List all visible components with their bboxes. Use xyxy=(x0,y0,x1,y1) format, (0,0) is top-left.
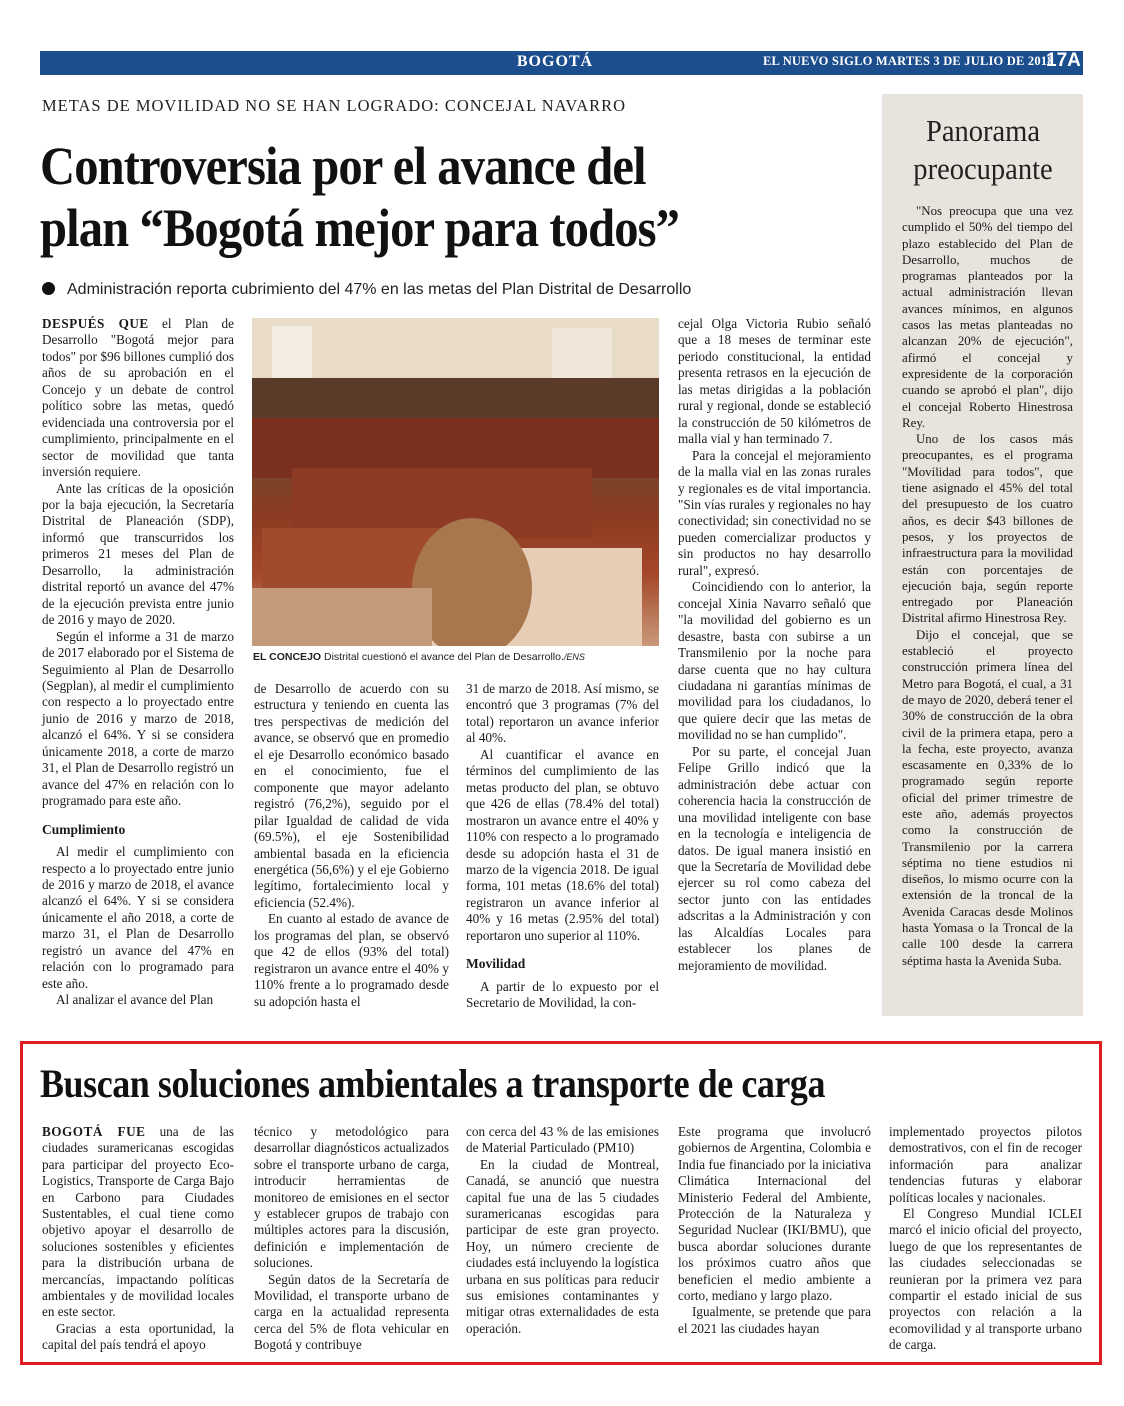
bullet-icon xyxy=(42,282,55,295)
paragraph: Ante las críticas de la oposición por la baja ejecución, la Secretaría Distrital de Planeación (SDP), informó que transcurridos los primeros 21 meses del Plan de Desarrollo, la administración distrital reportó un avance del 47% de la ejecución prevista entre junio de 2016 y mayo de 2020. xyxy=(42,480,234,628)
paragraph: Al cuantificar el avance en términos del cumplimiento de las metas producto del plan, se obtuvo que 426 de ellas (78.4% del total) mostraron un avance entre el 40% y 110% con respecto a lo programado desde su adopción hasta el 31 de marzo de la vigencia 2018. De igual forma, 101 metas (18.6% del total) registraron un avance inferior al 40% y 16 metas (2.95% del total) reportaron uno superior al 110%. xyxy=(466,746,659,943)
article-column-2 xyxy=(254,681,449,1010)
photo-caption xyxy=(253,651,663,663)
section-name: BOGOTÁ xyxy=(516,53,594,70)
paragraph: Este programa que involucró gobiernos de Argentina, Colombia e India fue financiado por la iniciativa Climática Internacional del Ministerio Federal del Ambiente, Protección de la Naturaleza y Seguridad Nuclear (IKI/BMU), que busca abordar soluciones durante los próximos cuatro años que beneficien el medio ambiente a corto, mediano y largo plazo. xyxy=(678,1124,871,1304)
box-column-1 xyxy=(42,1124,234,1354)
paragraph: 31 de marzo de 2018. Así mismo, se encontró que 3 programas (7% del total) reportaron un avance inferior al 40%. xyxy=(466,681,659,746)
paragraph: Uno de los casos más preocupantes, es el programa "Movilidad para todos", que tiene asignado el 45% del total del presupuesto de los cuatro años, es decir $43 billones de pesos, y los proyectos de infraestructura para la movilidad están con porcentajes de ejecución baja, según reporte entregado por Planeación Distrital afirmo Hinestrosa Rey. xyxy=(902,432,1073,626)
subheading-movilidad: Movilidad xyxy=(466,956,526,972)
paragraph: En la ciudad de Montreal, Canadá, se anunció que nuestra capital fue una de las 5 ciudades suramericanas escogidas para participar de este gran proyecto. Hoy, un número creciente de ciudades está incluyendo la logística urbana en sus políticas para reducir sus emisiones contaminantes y mitigar otras externalidades de esta operación. xyxy=(466,1156,659,1336)
council-session-photo xyxy=(252,318,659,646)
article-headline xyxy=(40,135,778,259)
sidebar-title xyxy=(892,112,1074,188)
photo-illustration xyxy=(252,318,659,646)
paragraph: Igualmente, se pretende que para el 2021 las ciudades hayan xyxy=(678,1304,871,1336)
paragraph: DESPUÉS QUE el Plan de Desarrollo "Bogotá mejor para todos" por $96 billones cumplió dos años de su aprobación en el Concejo y un debate de control político sobre las metas, quedó evidenciada una controversia por el cumplimiento, principalmente en el sector de movilidad que tanta inversión requiere. xyxy=(42,316,234,480)
article-column-4 xyxy=(678,316,871,974)
lead-in: BOGOTÁ FUE xyxy=(42,1124,146,1139)
box-column-3 xyxy=(466,1124,659,1337)
paragraph: Al analizar el avance del Plan xyxy=(56,992,214,1008)
subheading-cumplimiento: Cumplimiento xyxy=(42,821,126,837)
paragraph: de Desarrollo de acuerdo con su estructura y teniendo en cuenta las tres perspectivas de medición del avance, se observó que en promedio el eje Desarrollo económico basado en el conocimiento, fue el componente que mayor adelanto registró (76,2%), seguido por el pilar Igualdad de calidad de vida (69.5%), el eje Sostenibilidad ambiental basada en la eficiencia energética (56,6%) y el eje Gobierno legítimo, fortalecimiento local y eficiencia (52.4%). xyxy=(254,681,449,910)
caption-lead: EL CONCEJO xyxy=(253,651,322,663)
article-column-3 xyxy=(466,681,659,1012)
paragraph: implementado proyectos pilotos demostrativos, con el fin de recoger información para analizar tendencias futuras y elaborar políticas locales y nacionales. xyxy=(889,1124,1082,1205)
paragraph: cejal Olga Victoria Rubio señaló que a 18 meses de terminar este periodo constitucional, la entidad presenta retrasos en la ejecución de las metas dirigidas a la población rural y regional, donde se estableció la construcción de 50 kilómetros de malla vial y han terminado 7. xyxy=(678,316,871,447)
paragraph: Por su parte, el concejal Juan Felipe Grillo indicó que la administración debe actuar con coherencia hacia la construcción de una movilidad inteligente con base en la tecnología e inteligencia de datos. De igual manera insistió en que la Secretaría de Movilidad debe ejercer su rol como cabeza del sector junto con las entidades adscritas a la Administración y con las Alcaldías Locales para establecer los planes de mejoramiento de movilidad. xyxy=(678,743,871,973)
boxed-article-headline: Buscan soluciones ambientales a transporte de carga xyxy=(40,1061,826,1106)
box-column-5 xyxy=(889,1124,1082,1354)
paragraph: técnico y metodológico para desarrollar diagnósticos actualizados sobre el transporte urbano de carga, introducir herramientas de monitoreo de emisiones en el sector y establecer grupos de trabajo con múltiples actores para la discusión, definición e implementación de soluciones. xyxy=(254,1124,449,1271)
subhead-text: Administración reporta cubrimiento del 47% en las metas del Plan Distrital de Desarrollo xyxy=(67,281,692,298)
paragraph: Dijo el concejal, que se estableció el proyecto construcción primera línea del Metro para Bogotá, el cual, a 31 de mayo de 2020, deberá tener el 30% de construcción de la obra civil de la primera etapa, pero a la fecha, este proyecto, avanza escasamente en 0,33% de lo programado según reporte oficial del primer trimestre de este año, además proyectos como la construcción de Transmilenio por la carrera séptima no tiene estudios ni diseños, lo mismo ocurre con la extensión de la troncal de la Avenida Caracas desde Molinos hasta Yomasa o la Troncal de la calle 100 desde la carrera séptima hasta la Avenida Suba. xyxy=(902,627,1073,968)
paragraph: Según datos de la Secretaría de Movilidad, el transporte urbano de carga en la actualidad representa cerca del 5% de flota vehicular en Bogotá y contribuye xyxy=(254,1271,449,1353)
article-column-1 xyxy=(42,316,234,1009)
paragraph: Según el informe a 31 de marzo de 2017 elaborado por el Sistema de Seguimiento al Plan de Desarrollo (Segplan), al medir el cumplimiento con respecto a lo proyectado entre junio de 2016 y marzo de 2018, alcanzó el 64%. Y si se considera únicamente 2018, a corte de marzo 31, el Plan de Desarrollo registró un avance del 47% en relación con lo programado para este año. xyxy=(42,628,234,809)
article-kicker: METAS DE MOVILIDAD NO SE HAN LOGRADO: CONCEJAL NAVARRO xyxy=(42,96,627,115)
paragraph: Coincidiendo con lo anterior, la concejal Xinia Navarro señaló que "la movilidad del gobierno es un desastre, basta con subirse a un Transmilenio por la noche para darse cuenta que no hay cultura ciudadana ni garantías mínimas de movilidad para los ciudadanos, lo que quiere decir que las metas de movilidad no se han cumplido". xyxy=(678,579,871,743)
paragraph: Al medir el cumplimiento con respecto a lo proyectado entre junio de 2016 y marzo de 2018, el avance alcanzó el 64%. Y si se considera únicamente el año 2018, a corte de marzo 31, el Plan de Desarrollo registró un avance del 47% en relación con lo programado para este año. xyxy=(42,844,234,991)
paragraph: con cerca del 43 % de las emisiones de Material Particulado (PM10) xyxy=(466,1124,659,1156)
caption-text: Distrital cuestionó el avance del Plan de Desarrollo. xyxy=(321,651,564,663)
box-column-4 xyxy=(678,1124,871,1337)
dateline: EL NUEVO SIGLO MARTES 3 DE JULIO DE 2018 xyxy=(763,54,1054,68)
paragraph: A partir de lo expuesto por el Secretario de Movilidad, la con- xyxy=(466,978,659,1011)
page-number: 17A xyxy=(1046,50,1081,71)
paragraph: BOGOTÁ FUE una de las ciudades suramericanas escogidas para participar del proyecto Eco-Logistics, Transporte de Carga Bajo en Carbono para Ciudades Sustentables, el cual tiene como objetivo apoyar el desarrollo de soluciones sostenibles y eficientes para la distribución urbana de mercancías, impactando políticas ambientales y de movilidad locales en este sector. xyxy=(42,1124,235,1320)
lead-in: DESPUÉS QUE xyxy=(42,316,149,331)
headline-line-2: plan “Bogotá mejor para todos” xyxy=(40,198,680,258)
paragraph: "Nos preocupa que una vez cumplido el 50% del tiempo del plazo establecido del Plan de Desarrollo, muchos de programas planteados por la actual administración llevan avances mínimos, en algunos casos las metas planteadas no alcanzan 20% de ejecución", afirmó el concejal y expresidente de la corporación cuando se aprobó el plan", dijo el concejal Roberto Hinestrosa Rey. xyxy=(902,204,1073,430)
sidebar-title-line-1: Panorama xyxy=(925,113,1041,148)
sidebar-body xyxy=(902,203,1073,969)
paragraph: Gracias a esta oportunidad, la capital del país tendrá el apoyo xyxy=(42,1320,234,1353)
box-column-2 xyxy=(254,1124,449,1354)
article-subhead xyxy=(42,281,691,299)
paragraph: El Congreso Mundial ICLEI marcó el inicio oficial del proyecto, luego de que los representantes de las ciudades seleccionadas se reunieran por la primera vez para compartir el estado inicial de sus proyectos con relación a la ecomovilidad y al transporte urbano de carga. xyxy=(889,1206,1082,1353)
sidebar-title-line-2: preocupante xyxy=(913,151,1053,186)
paragraph: Para la concejal el mejoramiento de la malla vial en las zonas rurales y regionales es de vital importancia. "Sin vías rurales y regionales no hay conectividad; sin conectividad no se pueden comercializar productos y sin productos no hay desarrollo rural", expresó. xyxy=(678,447,871,578)
headline-line-1: Controversia por el avance del xyxy=(40,136,646,196)
photo-credit: /ENS xyxy=(563,652,585,662)
paragraph: En cuanto al estado de avance de los programas del plan, se observó que 42 de ellos (93% del total) registraron un avance entre el 40% y 110% frente a lo programado desde su adopción hasta el xyxy=(254,911,449,1009)
